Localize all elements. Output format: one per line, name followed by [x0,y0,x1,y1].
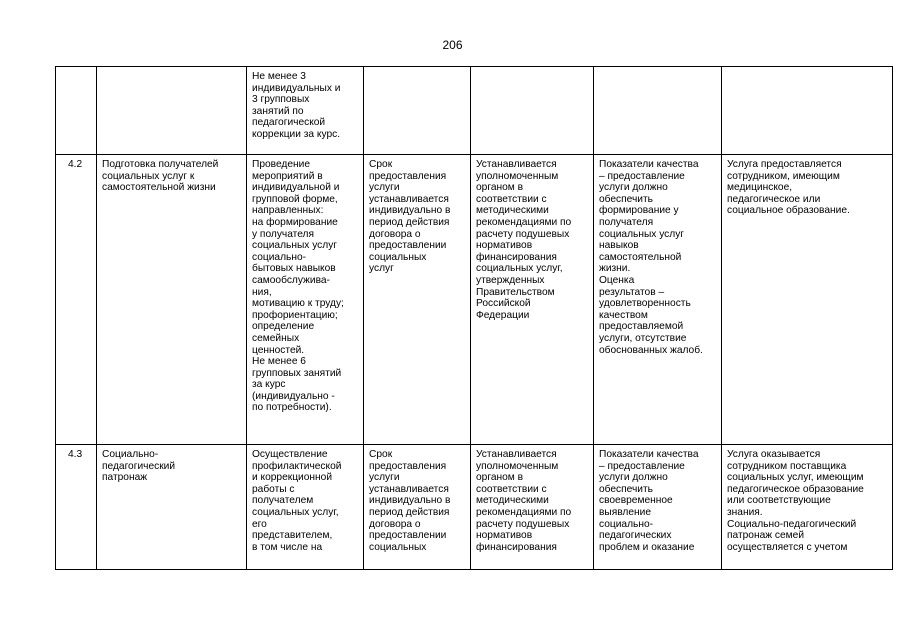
service-name: Подготовка получателей социальных услуг к самостоятельной жизни [97,155,247,445]
row-number [56,67,97,155]
service-quality: Показатели качества – предоставление услуги должно обеспечить формирование у получателя социальных услуг навыков самостоятельной жизни. Оценка результатов – удовлетворенность качеством предоставляемой услуги, отсутствие обоснованных жалоб. [594,155,722,445]
service-term [364,67,471,155]
service-conditions [722,67,893,155]
page-number: 206 [442,38,463,52]
service-content: Проведение мероприятий в индивидуальной и групповой форме, направленных: на формирование у получателя социальных услуг социально- бытовых навыков самообслужива- ния, мотивацию к труду; профориентацию; определение семейных ценностей. Не менее 6 групповых занятий за курс (индивидуально - по потребности). [247,155,364,445]
service-quality: Показатели качества – предоставление услуги должно обеспечить своевременное выявление социально- педагогических проблем и оказание [594,445,722,570]
service-term: Срок предоставления услуги устанавливается индивидуально в период действия договора о предоставлении социальных [364,445,471,570]
row-number: 4.2 [56,155,97,445]
row-number: 4.3 [56,445,97,570]
table-row [56,67,893,155]
service-quality [594,67,722,155]
service-conditions: Услуга предоставляется сотрудником, имеющим медицинское, педагогическое или социальное образование. [722,155,893,445]
service-norms: Устанавливается уполномоченным органом в соответствии с методическими рекомендациями по расчету подушевых нормативов финансирования [471,445,594,570]
service-content: Осуществление профилактической и коррекционной работы с получателем социальных услуг, его представителем, в том числе на [247,445,364,570]
table-row [56,445,893,570]
service-norms [471,67,594,155]
service-name [97,67,247,155]
table-row [56,155,893,445]
service-norms: Устанавливается уполномоченным органом в соответствии с методическими рекомендациями по расчету подушевых нормативов финансирования социальных услуг, утвержденных Правительством Российской Федерации [471,155,594,445]
services-table [55,66,893,570]
service-name: Социально- педагогический патронаж [97,445,247,570]
service-term: Срок предоставления услуги устанавливается индивидуально в период действия договора о предоставлении социальных услуг [364,155,471,445]
service-content: Не менее 3 индивидуальных и 3 групповых занятий по педагогической коррекции за курс. [247,67,364,155]
service-conditions: Услуга оказывается сотрудником поставщика социальных услуг, имеющим педагогическое образование или соответствующие знания. Социально-педагогический патронаж семей осуществляется с учетом [722,445,893,570]
